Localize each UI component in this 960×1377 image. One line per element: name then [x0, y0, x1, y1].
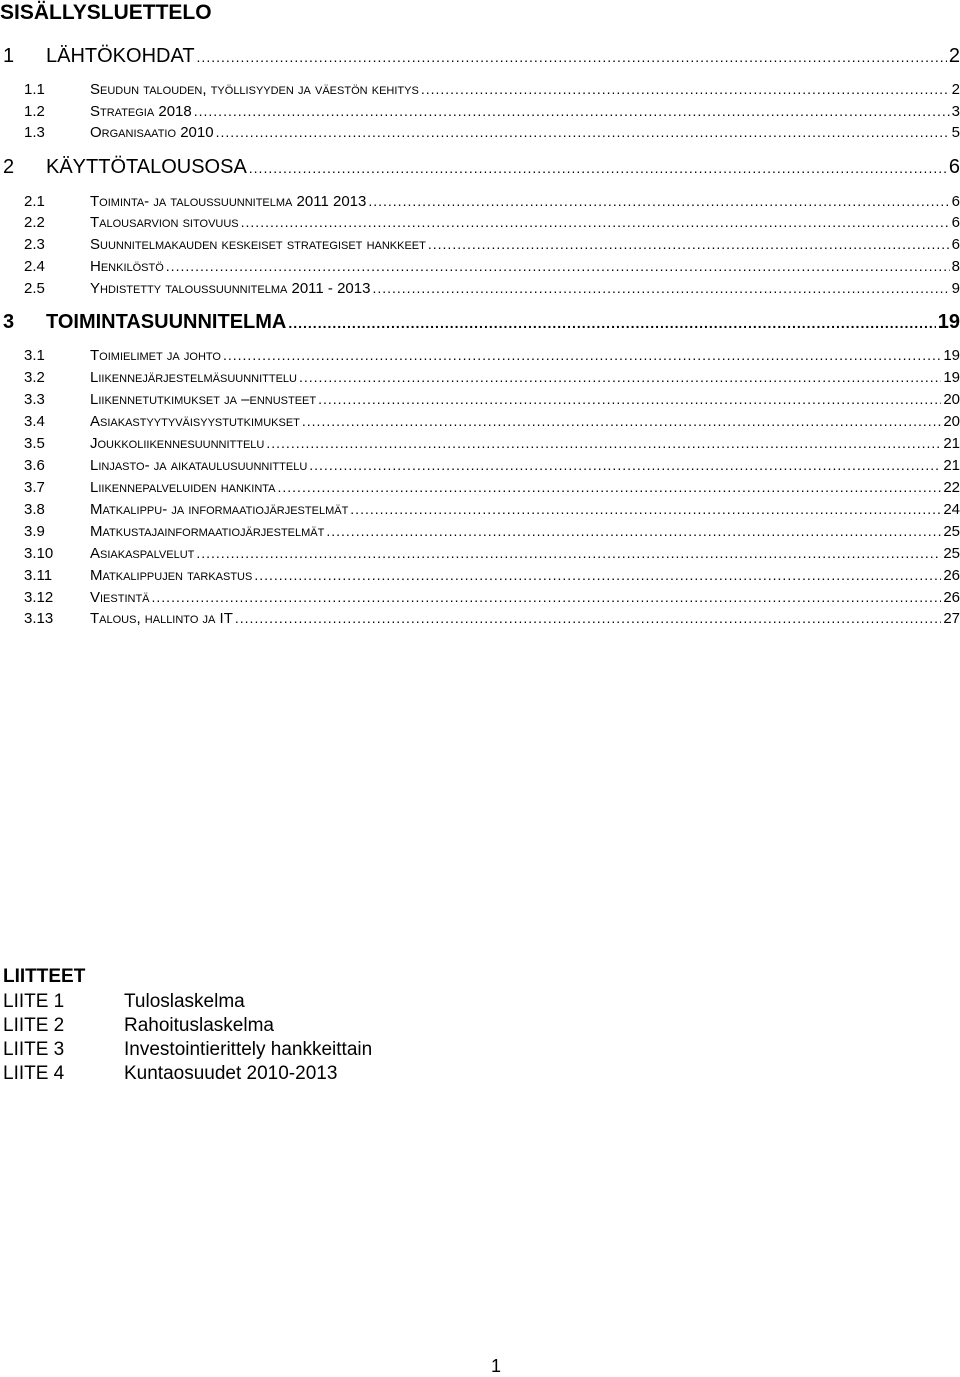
toc-leader-dots [372, 281, 949, 295]
toc-leader-dots [223, 348, 941, 362]
toc-entry-number: 2 [3, 156, 15, 178]
attachment-id: LIITE 3 [3, 1039, 65, 1060]
toc-leader-dots [216, 125, 950, 139]
toc-entry[interactable] [0, 124, 960, 144]
toc-entry-page: 26 [943, 567, 960, 584]
toc-entry-number: 2.4 [24, 258, 45, 275]
toc-entry-number: 3.9 [24, 523, 45, 540]
toc-entry[interactable] [0, 479, 960, 499]
toc-entry[interactable] [0, 258, 960, 278]
toc-entry-page: 24 [943, 501, 960, 518]
toc-entry-number: 2.1 [24, 193, 45, 210]
toc-entry-number: 1.1 [24, 81, 45, 98]
toc-entry-page: 6 [951, 193, 960, 210]
toc-entry[interactable] [0, 501, 960, 521]
toc-leader-dots [421, 82, 950, 96]
toc-entry-number: 3.4 [24, 413, 45, 430]
toc-leader-dots [235, 611, 941, 625]
toc-entry[interactable] [0, 457, 960, 477]
toc-entry[interactable] [0, 214, 960, 234]
toc-entry-number: 3.12 [24, 589, 54, 606]
attachment-id: LIITE 4 [3, 1063, 65, 1084]
toc-entry-page: 8 [951, 258, 960, 275]
toc-entry-page: 19 [943, 369, 960, 386]
toc-entry-number: 3.6 [24, 457, 45, 474]
toc-entry[interactable] [0, 523, 960, 543]
toc-leader-dots [152, 590, 942, 604]
toc-entry[interactable] [0, 589, 960, 609]
toc-entry-title: Organisaatio 2010 [90, 124, 214, 141]
attachment-item[interactable] [3, 1063, 337, 1085]
toc-entry[interactable] [0, 81, 960, 101]
toc-entry[interactable] [0, 369, 960, 389]
toc-entry-title: Liikennepalveluiden hankinta [90, 479, 276, 496]
toc-entry-title: Suunnitelmakauden keskeiset strategiset hankkeet [90, 236, 426, 253]
toc-leader-dots [368, 194, 949, 208]
toc-leader-dots [302, 414, 941, 428]
toc-entry-title: Viestintä [90, 589, 150, 606]
toc-entry-title: Matkalippu- ja informaatiojärjestelmät [90, 501, 349, 518]
attachment-name: Kuntaosuudet 2010-2013 [124, 1063, 338, 1084]
attachment-item[interactable] [3, 1039, 372, 1061]
toc-leader-dots [326, 524, 941, 538]
toc-entry[interactable] [0, 610, 960, 630]
attachment-id: LIITE 1 [3, 991, 65, 1012]
toc-entry-page: 6 [951, 214, 960, 231]
attachment-id: LIITE 2 [3, 1015, 65, 1036]
toc-leader-dots [299, 370, 941, 384]
toc-entry-title: Talous, hallinto ja IT [90, 610, 233, 627]
toc-entry-number: 3.13 [24, 610, 54, 627]
toc-entry-title: Matkustajainformaatiojärjestelmät [90, 523, 325, 540]
toc-entry[interactable] [0, 413, 960, 433]
toc-entry-number: 3 [3, 311, 15, 333]
toc-entry-page: 21 [943, 457, 960, 474]
toc-leader-dots [249, 161, 947, 175]
toc-entry-number: 3.10 [24, 545, 54, 562]
toc-entry-title: Matkalippujen tarkastus [90, 567, 253, 584]
toc-entry[interactable] [0, 45, 960, 69]
toc-leader-dots [194, 104, 950, 118]
toc-entry[interactable] [0, 567, 960, 587]
toc-leader-dots [309, 458, 941, 472]
toc-entry-number: 3.5 [24, 435, 45, 452]
toc-entry[interactable] [0, 391, 960, 411]
toc-entry-page: 5 [951, 124, 960, 141]
toc-leader-dots [241, 215, 950, 229]
attachments-heading: LIITTEET [3, 966, 86, 987]
toc-entry[interactable] [0, 545, 960, 565]
toc-entry-title: Strategia 2018 [90, 103, 192, 120]
toc-entry-page: 6 [951, 236, 960, 253]
toc-leader-dots [288, 316, 935, 330]
toc-entry-title: TOIMINTASUUNNITELMA [46, 311, 287, 333]
toc-entry-number: 3.3 [24, 391, 45, 408]
toc-entry-number: 1.3 [24, 124, 45, 141]
toc-entry-number: 1.2 [24, 103, 45, 120]
toc-entry-page: 3 [951, 103, 960, 120]
attachment-item[interactable] [3, 1015, 274, 1037]
toc-entry-number: 2.2 [24, 214, 45, 231]
toc-entry-title: Asiakaspalvelut [90, 545, 195, 562]
toc-entry-title: LÄHTÖKOHDAT [46, 45, 195, 67]
toc-entry[interactable] [0, 311, 960, 335]
toc-leader-dots [254, 568, 941, 582]
toc-entry-title: Toimielimet ja johto [90, 347, 221, 364]
toc-entry-number: 3.8 [24, 501, 45, 518]
toc-entry-number: 3.1 [24, 347, 45, 364]
toc-entry-title: Talousarvion sitovuus [90, 214, 239, 231]
toc-entry[interactable] [0, 156, 960, 180]
toc-leader-dots [196, 546, 941, 560]
toc-entry-number: 2.5 [24, 280, 45, 297]
toc-entry-page: 21 [943, 435, 960, 452]
attachment-name: Rahoituslaskelma [124, 1015, 274, 1036]
toc-leader-dots [428, 237, 950, 251]
toc-entry-page: 9 [951, 280, 960, 297]
toc-entry-title: Joukkoliikennesuunnittelu [90, 435, 265, 452]
toc-entry-page: 20 [943, 391, 960, 408]
toc-leader-dots [278, 480, 942, 494]
attachment-name: Investointierittely hankkeittain [124, 1039, 373, 1060]
attachment-name: Tuloslaskelma [124, 991, 245, 1012]
toc-entry[interactable] [0, 435, 960, 455]
toc-entry-page: 19 [937, 311, 960, 333]
toc-entry-title: Liikennetutkimukset ja –ennusteet [90, 391, 317, 408]
toc-entry-title: Toiminta- ja taloussuunnitelma 2011 2013 [90, 193, 367, 210]
toc-entry-title: Liikennejärjestelmäsuunnittelu [90, 369, 297, 386]
toc-heading: SISÄLLYSLUETTELO [0, 1, 212, 24]
toc-entry[interactable] [0, 280, 960, 300]
toc-entry-page: 25 [943, 523, 960, 540]
toc-entry-title: KÄYTTÖTALOUSOSA [46, 156, 247, 178]
toc-leader-dots [318, 392, 941, 406]
toc-entry-number: 3.7 [24, 479, 45, 496]
toc-leader-dots [350, 502, 941, 516]
toc-entry-title: Yhdistetty taloussuunnitelma 2011 - 2013 [90, 280, 371, 297]
toc-entry-page: 26 [943, 589, 960, 606]
toc-entry-number: 2.3 [24, 236, 45, 253]
toc-entry-title: Seudun talouden, työllisyyden ja väestön kehitys [90, 81, 419, 98]
toc-entry[interactable] [0, 193, 960, 213]
toc-entry-page: 19 [943, 347, 960, 364]
attachment-item[interactable] [3, 991, 245, 1013]
toc-entry-page: 6 [948, 156, 960, 178]
toc-entry-page: 22 [943, 479, 960, 496]
toc-entry-page: 2 [951, 81, 960, 98]
toc-entry-number: 3.11 [24, 567, 53, 584]
toc-entry-page: 27 [943, 610, 960, 627]
toc-entry-title: Linjasto- ja aikataulusuunnittelu [90, 457, 308, 474]
toc-entry-title: Asiakastyytyväisyystutkimukset [90, 413, 300, 430]
toc-entry-title: Henkilöstö [90, 258, 164, 275]
toc-leader-dots [266, 436, 941, 450]
toc-entry-page: 20 [943, 413, 960, 430]
toc-entry[interactable] [0, 347, 960, 367]
toc-leader-dots [166, 259, 950, 273]
toc-entry-number: 3.2 [24, 369, 45, 386]
toc-entry-number: 1 [3, 45, 15, 67]
toc-entry[interactable] [0, 103, 960, 123]
toc-entry-page: 2 [948, 45, 960, 67]
page-number: 1 [491, 1356, 502, 1376]
toc-leader-dots [197, 50, 947, 64]
toc-entry[interactable] [0, 236, 960, 256]
toc-entry-page: 25 [943, 545, 960, 562]
